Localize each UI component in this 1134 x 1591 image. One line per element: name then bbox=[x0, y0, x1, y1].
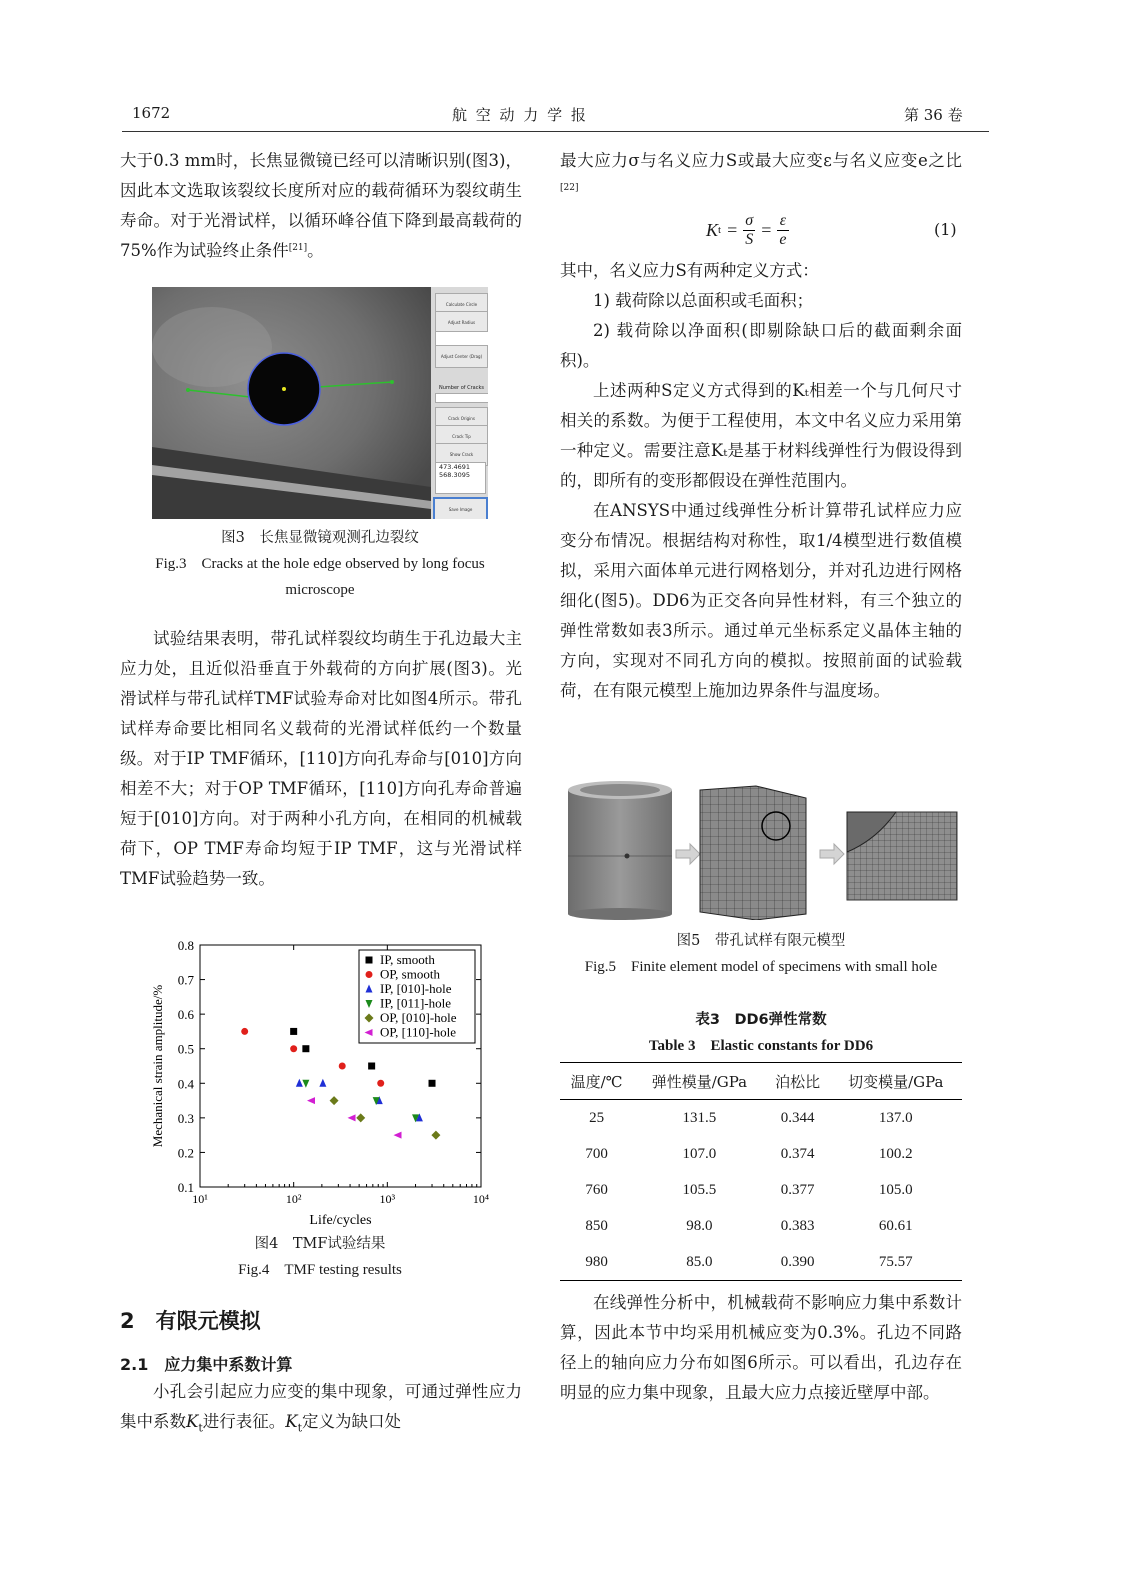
volume-label: 第 36 卷 bbox=[904, 106, 963, 124]
figure-4-caption-en: Fig.4 TMF testing results bbox=[238, 1262, 402, 1278]
right-paragraph-2: 其中，名义应力S有两种定义方式： 1) 载荷除以总面积或毛面积； 2) 载荷除以净面积(即剔除缺口后的截面剩余面积)。 上述两种S定义方式得到的Kₜ相差一个与几何尺寸相关的系数。为便于工程使用，本文中名义应力采用第一种定义。需要注意Kₜ是基于材料线弹性行为假设得到的，即所有的变形都假设在弹性范围内。 在ANSYS中通过线弹性分析计算带孔试样应力应变分布情况。根据结构对称性，取1/4模型进行数值模拟，采用六面体单元进行网格划分，并对孔边进行网格细化(图5)。DD6为正交各向异性材料，有三个独立的弹性常数如表3所示。通过单元坐标系定义晶体主轴的方向，实现对不同孔方向的模拟。按照前面的试验载荷，在有限元模型上施加边界条件与温度场。 bbox=[560, 261, 962, 700]
data-point bbox=[307, 1097, 315, 1104]
y-tick-label: 0.1 bbox=[177, 1180, 194, 1195]
equation-1: K t = $\frac{\sigma}{S}$ = $\frac{\varepsilon}{e}$ bbox=[706, 211, 787, 248]
table-header: 泊松比 bbox=[766, 1063, 830, 1100]
calculate-circle-button[interactable]: Calculate Circle bbox=[435, 293, 488, 316]
page-number: 1672 bbox=[132, 104, 171, 122]
figure-3-caption-cn: 图3 长焦显微镜观测孔边裂纹 bbox=[221, 530, 419, 546]
number-of-cracks-field[interactable] bbox=[435, 393, 488, 403]
legend-entry: IP, smooth bbox=[380, 952, 435, 967]
table-row: 760 105.5 0.377 105.0 bbox=[585, 1181, 913, 1198]
figure-4-caption-cn: 图4 TMF试验结果 bbox=[254, 1236, 386, 1252]
show-crack-button[interactable]: Show Crack bbox=[435, 443, 488, 466]
number-of-cracks-label: Number of Cracks bbox=[439, 385, 484, 391]
data-point bbox=[290, 1028, 297, 1035]
y-tick-label: 0.4 bbox=[177, 1076, 194, 1092]
data-point bbox=[339, 1063, 346, 1070]
legend-entry: IP, [011]-hole bbox=[380, 995, 452, 1011]
legend-entry: OP, [010]-hole bbox=[380, 1010, 457, 1025]
table-header: 温度/℃ bbox=[560, 1063, 633, 1100]
figure-4-chart bbox=[145, 935, 505, 1230]
figure-5-image bbox=[566, 780, 962, 920]
table-3 bbox=[560, 1062, 962, 1281]
table-row: 980 85.0 0.390 75.57 bbox=[560, 1244, 962, 1281]
y-tick-label: 0.3 bbox=[177, 1110, 194, 1126]
data-point bbox=[302, 1080, 309, 1088]
x-axis-label: Life/cycles bbox=[309, 1213, 372, 1228]
table-3-title-en: Table 3 Elastic constants for DD6 bbox=[648, 1038, 874, 1054]
equation-number: (1) bbox=[934, 220, 957, 239]
save-image-button[interactable]: Save Image bbox=[433, 497, 488, 519]
y-tick-label: 0.5 bbox=[177, 1041, 194, 1057]
table-row: 850 98.0 0.383 60.61 bbox=[585, 1217, 913, 1234]
legend-marker bbox=[366, 971, 373, 978]
figure-3-image bbox=[152, 287, 488, 519]
left-paragraph-1: 大于0.3 mm时，长焦显微镜已经可以清晰识别(图3)，因此本文选取该裂纹长度所对应的载荷循环为裂纹萌生寿命。对于光滑试样，以循环峰谷值下降到最高载荷的75%作为试验终止条件[21]。 bbox=[120, 151, 522, 260]
table-header: 切变模量/GPa bbox=[830, 1063, 962, 1100]
data-point bbox=[302, 1045, 309, 1052]
section-2-1-heading: 2.1 应力集中系数计算 bbox=[120, 1355, 293, 1374]
data-point bbox=[429, 1080, 436, 1087]
data-point bbox=[356, 1113, 365, 1122]
y-tick-label: 0.7 bbox=[177, 972, 194, 988]
right-paragraph-1: 最大应力σ与名义应力S或最大应变ε与名义应变e之比[22] bbox=[560, 151, 962, 193]
y-axis-label: Mechanical strain amplitude/% bbox=[150, 984, 165, 1148]
table-header: 弹性模量/GPa bbox=[633, 1063, 765, 1100]
y-tick-label: 0.6 bbox=[177, 1007, 194, 1023]
adjust-center-button[interactable]: Adjust Center (Drag) bbox=[435, 345, 488, 368]
legend-entry: OP, smooth bbox=[380, 966, 440, 982]
table-row: 700 107.0 0.374 100.2 bbox=[585, 1145, 913, 1162]
data-point bbox=[394, 1132, 402, 1139]
left-paragraph-2: 试验结果表明，带孔试样裂纹均萌生于孔边最大主应力处，且近似沿垂直于外载荷的方向扩展(图3)。光滑试样与带孔试样TMF试验寿命对比如图4所示。带孔试样寿命要比相同名义载荷的光滑试样低约一个数量级。对于IP TMF循环，[110]方向孔寿命与[010]方向相差不大；对于OP TMF循环，[110]方向孔寿命普遍短于[010]方向。对于两种小孔方向，在相同的机械载荷下，OP TMF寿命均短于IP TMF，这与光滑试样TMF试验趋势一致。 bbox=[120, 629, 522, 888]
legend-marker bbox=[366, 957, 373, 964]
legend-entry: OP, [110]-hole bbox=[380, 1024, 457, 1040]
y-tick-label: 0.8 bbox=[177, 938, 194, 953]
data-point bbox=[368, 1063, 375, 1070]
table-3-title-cn: 表3 DD6弹性常数 bbox=[695, 1012, 827, 1028]
figure-3-caption-en: Fig.3 Cracks at the hole edge observed by long focus microscope bbox=[155, 556, 485, 598]
coordinate-readout: 473.4691 568.3095 bbox=[435, 462, 486, 494]
data-point bbox=[241, 1028, 248, 1035]
x-tick-label: 10¹ bbox=[192, 1192, 208, 1206]
x-tick-label: 10³ bbox=[379, 1192, 396, 1206]
x-tick-label: 10² bbox=[285, 1192, 302, 1206]
data-point bbox=[330, 1096, 339, 1105]
figure-5-caption-cn: 图5 带孔试样有限元模型 bbox=[676, 933, 846, 949]
legend-entry: IP, [010]-hole bbox=[380, 981, 452, 996]
data-point bbox=[348, 1114, 356, 1121]
x-tick-label: 10⁴ bbox=[472, 1192, 490, 1206]
table-row: 25 131.5 0.344 137.0 bbox=[589, 1109, 913, 1126]
header-rule bbox=[122, 131, 989, 132]
figure-5-caption-en: Fig.5 Finite element model of specimens with small hole bbox=[584, 959, 938, 975]
right-paragraph-3: 在线弹性分析中，机械载荷不影响应力集中系数计算，因此本节中均采用机械应变为0.3%。孔边不同路径上的轴向应力分布如图6所示。可以看出，孔边存在明显的应力集中现象，且最大应力点接近壁厚中部。 bbox=[560, 1293, 962, 1402]
crack-origins-button[interactable]: Crack Origins bbox=[435, 407, 488, 430]
adjust-radius-button[interactable]: Adjust Radius bbox=[435, 311, 488, 334]
crack-tip-button[interactable]: Crack Tip bbox=[435, 425, 488, 448]
data-point bbox=[377, 1080, 384, 1087]
data-point bbox=[319, 1079, 326, 1087]
data-point bbox=[431, 1131, 440, 1140]
journal-title: 航 空 动 力 学 报 bbox=[452, 106, 588, 124]
section-2-heading: 2 有限元模拟 bbox=[120, 1309, 261, 1333]
data-point bbox=[290, 1045, 297, 1052]
left-paragraph-3: 小孔会引起应力应变的集中现象，可通过弹性应力集中系数$K_t$进行表征。$K_t$定义为缺口处 bbox=[120, 1382, 522, 1435]
data-point bbox=[296, 1079, 303, 1087]
y-tick-label: 0.2 bbox=[177, 1145, 194, 1161]
